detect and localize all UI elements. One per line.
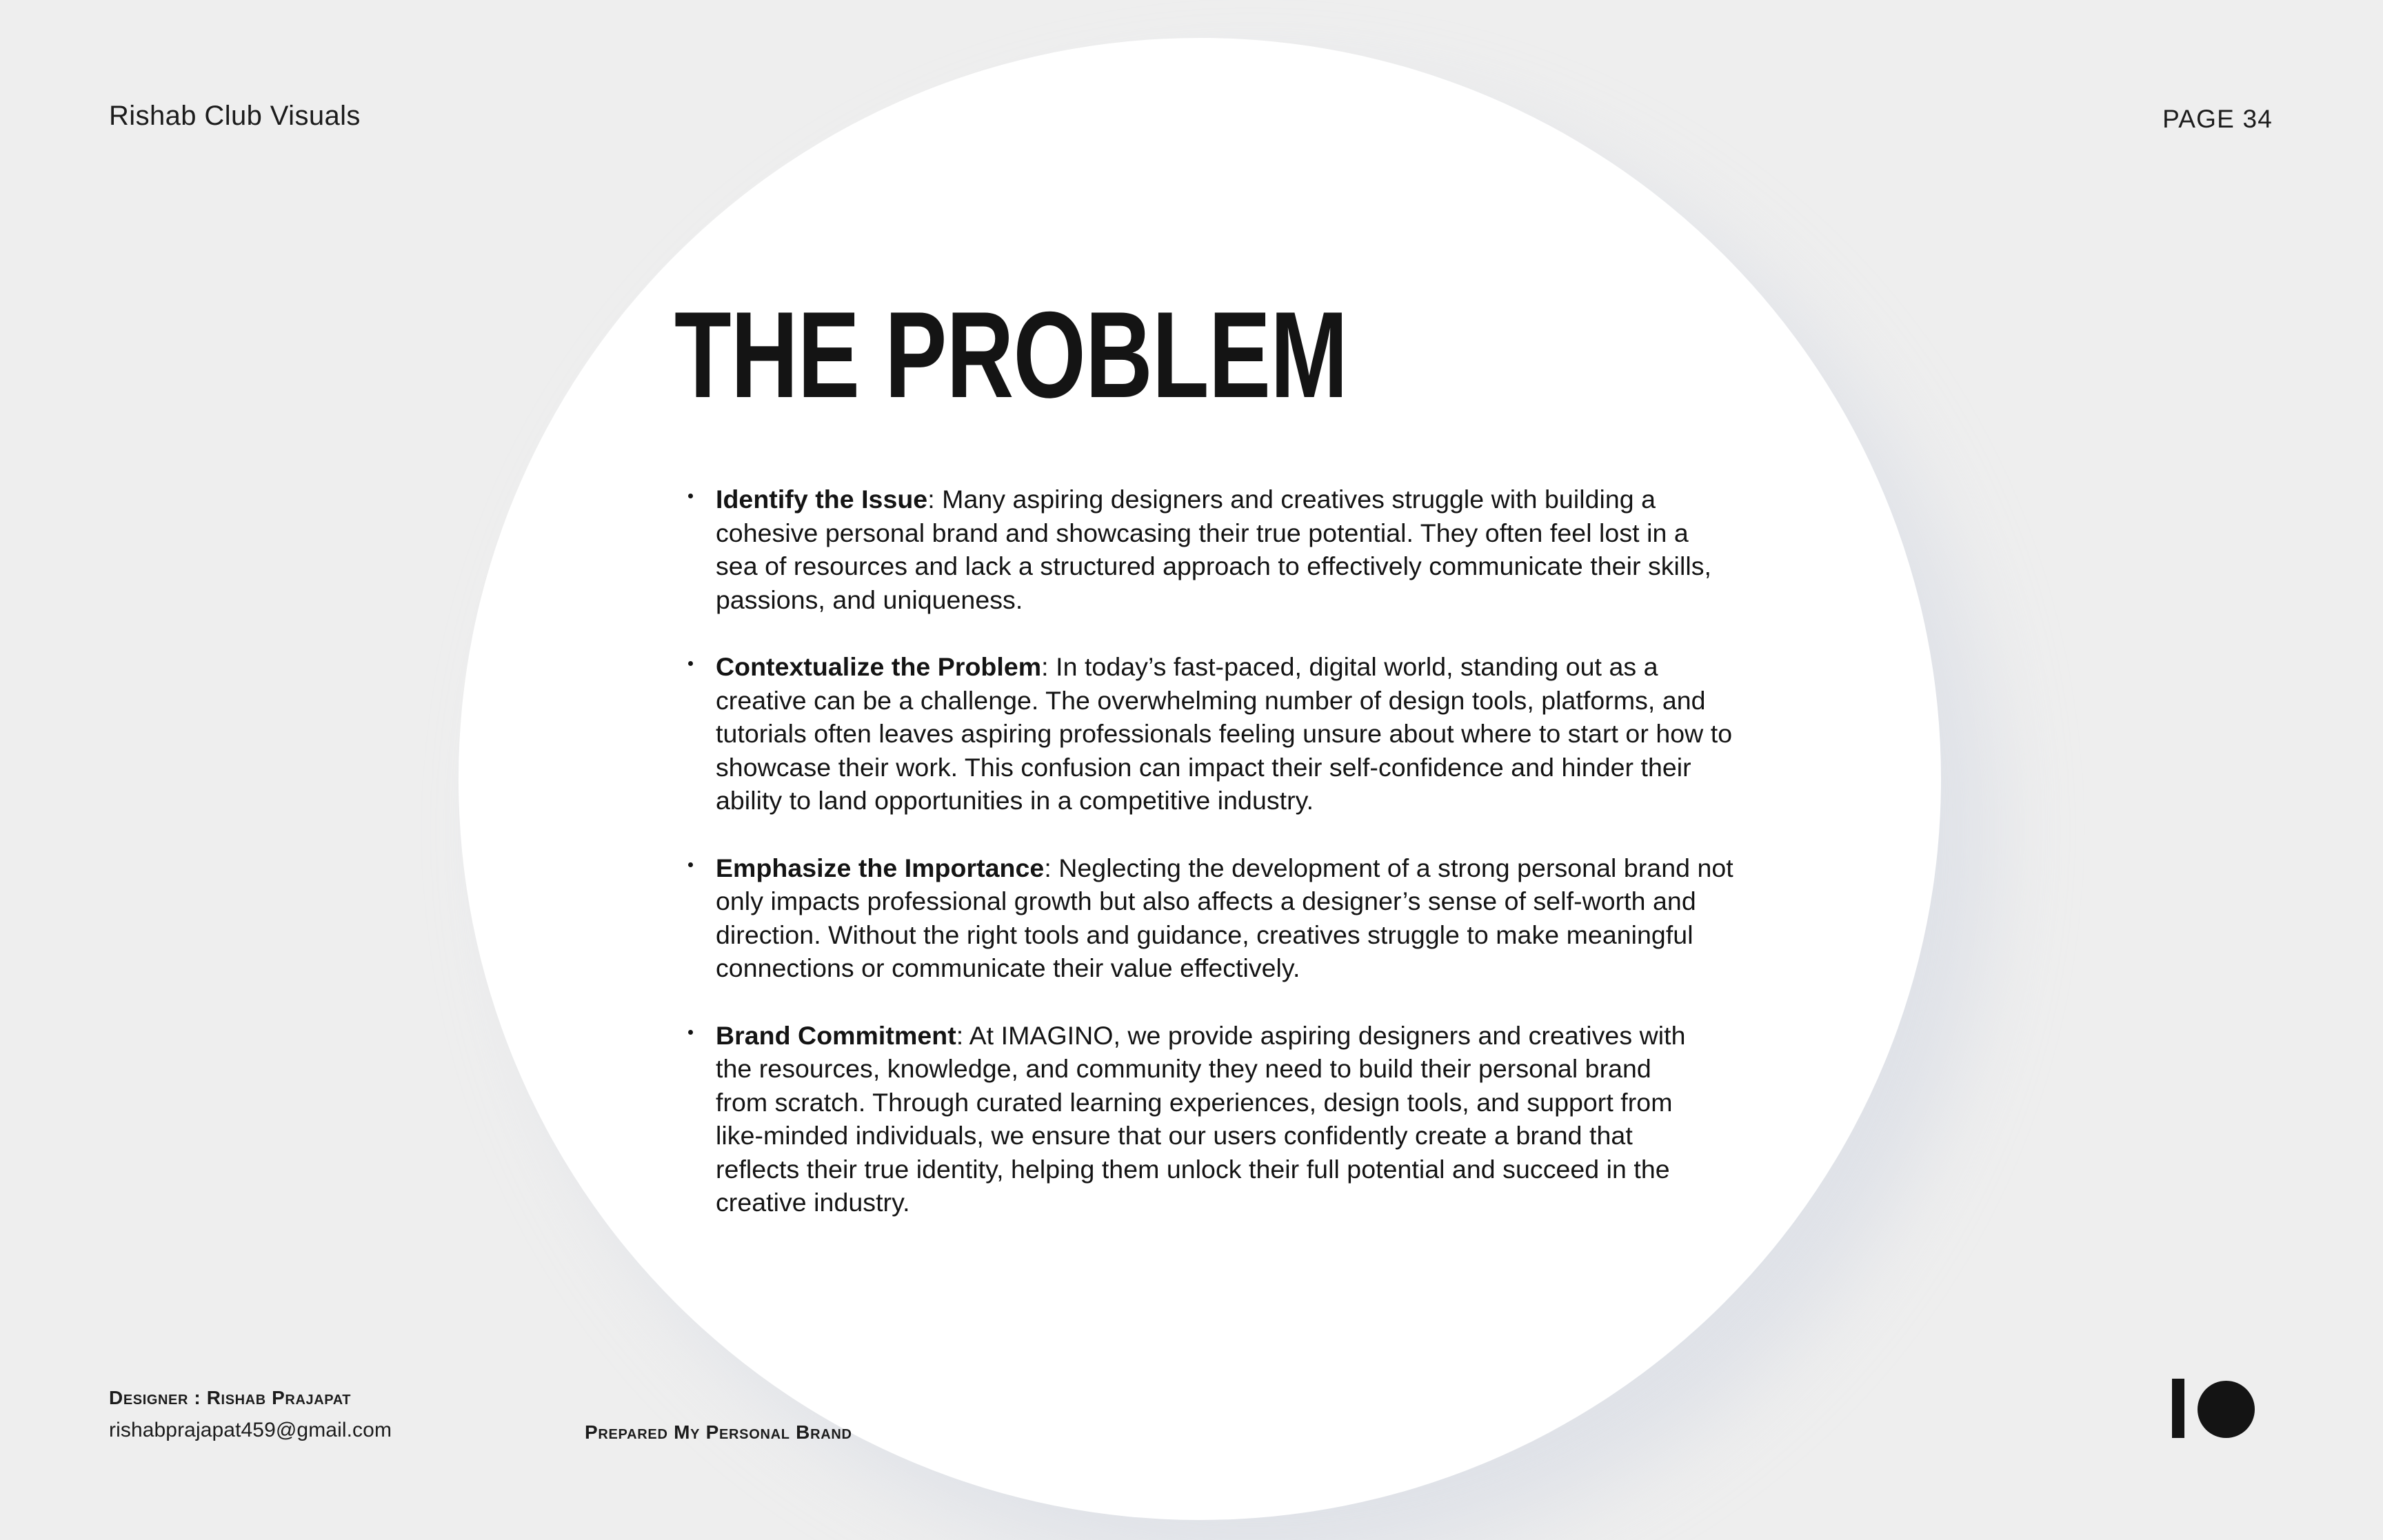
logo-circle-icon bbox=[2198, 1381, 2255, 1438]
bullet-dot-icon bbox=[688, 494, 693, 498]
brand-title: Rishab Club Visuals bbox=[109, 101, 361, 131]
list-item-separator: : bbox=[1044, 853, 1059, 882]
list-item bbox=[683, 650, 1750, 818]
list-item-lead: Brand Commitment bbox=[716, 1020, 956, 1050]
bullet-dot-icon bbox=[688, 862, 693, 867]
list-item-lead: Contextualize the Problem bbox=[716, 652, 1042, 681]
list-item-text: Neglecting the development of a strong personal brand not only impacts professional growth but also affects a designer’s sense of self-worth and direction. Without the right tools and guidance, creatives struggle to make meaningful connections or communicate their value effectively. bbox=[716, 853, 1733, 982]
list-item-lead: Identify the Issue bbox=[716, 485, 928, 514]
list-item bbox=[683, 1019, 1709, 1219]
page-number-label: PAGE 34 bbox=[2162, 105, 2273, 133]
page-title: THE PROBLEM bbox=[674, 286, 1348, 423]
io-logo bbox=[2168, 1377, 2271, 1441]
list-item-text: In today’s fast-paced, digital world, standing out as a creative can be a challenge. The overwhelming number of design tools, platforms, and tutorials often leaves aspiring professionals feeling unsure about where to start or how to showcase their work. This confusion can impact their self-confidence and hinder their ability to land opportunities in a competitive industry. bbox=[716, 652, 1733, 815]
logo-bar-icon bbox=[2172, 1379, 2184, 1438]
list-item bbox=[683, 851, 1757, 985]
list-item-separator: : bbox=[1041, 652, 1056, 681]
footer-email: rishabprajapat459@gmail.com bbox=[109, 1419, 392, 1441]
list-item-text: Many aspiring designers and creatives struggle with building a cohesive personal brand and showcasing their true potential. They often feel lost in a sea of resources and lack a structured approach to effectively communicate their skills, passions, and uniqueness. bbox=[716, 485, 1711, 614]
footer-project-note: Prepared My Personal Brand bbox=[585, 1421, 852, 1443]
bullet-dot-icon bbox=[688, 1030, 693, 1035]
list-item bbox=[683, 483, 1729, 616]
bullet-list bbox=[683, 483, 1738, 1219]
list-item-separator: : bbox=[927, 485, 943, 514]
footer-designer-credit: Designer : Rishab Prajapat bbox=[109, 1387, 352, 1408]
list-item-text: At IMAGINO, we provide aspiring designers and creatives with the resources, knowledge, and community they need to build their personal brand from scratch. Through curated learning experiences, design tools, and support from like-minded individuals, we ensure that our users confidently create a brand that reflects their true identity, helping them unlock their full potential and succeed in the creative industry. bbox=[716, 1020, 1686, 1217]
list-item-separator: : bbox=[956, 1020, 969, 1050]
list-item-lead: Emphasize the Importance bbox=[716, 853, 1045, 882]
bullet-dot-icon bbox=[688, 661, 693, 666]
